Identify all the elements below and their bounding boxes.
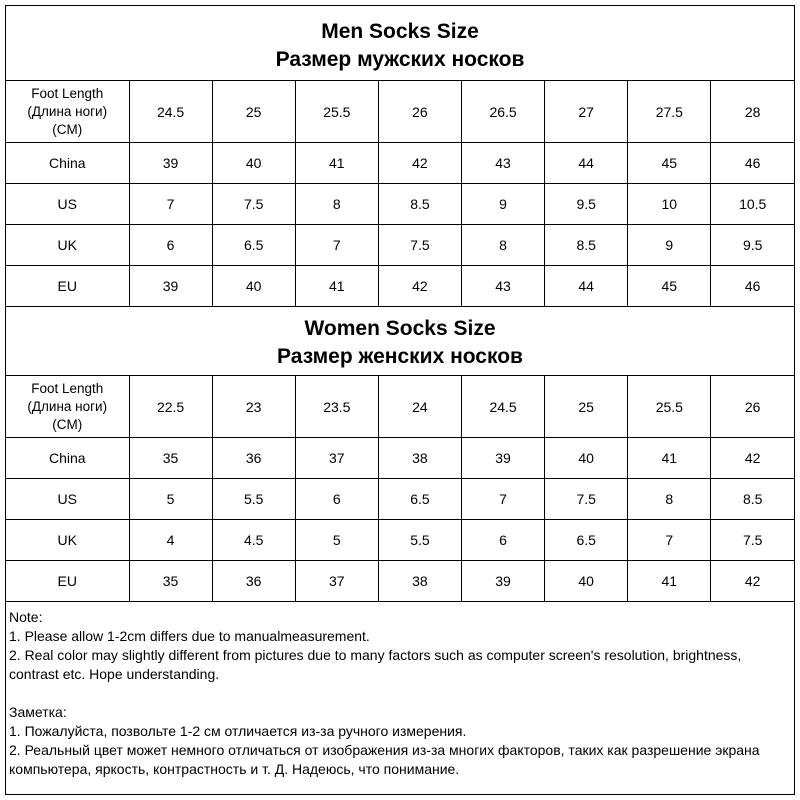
size-cell: 7.5 xyxy=(711,520,794,561)
size-cell: 46 xyxy=(711,143,794,184)
size-cell: 9.5 xyxy=(545,184,628,225)
foot-length-cell: 25 xyxy=(545,376,628,438)
size-cell: 10.5 xyxy=(711,184,794,225)
size-cell: 38 xyxy=(378,561,461,602)
table-row xyxy=(6,438,794,479)
size-cell: 8 xyxy=(462,225,545,266)
size-cell: 8.5 xyxy=(711,479,794,520)
size-cell: 41 xyxy=(628,438,711,479)
size-cell: 10 xyxy=(628,184,711,225)
men-title-en: Men Socks Size xyxy=(321,20,479,43)
women-title-ru: Размер женских носков xyxy=(277,345,523,368)
table-row xyxy=(6,225,794,266)
table-row xyxy=(6,81,794,143)
size-cell: 6.5 xyxy=(378,479,461,520)
size-cell: 45 xyxy=(628,266,711,307)
men-size-table xyxy=(6,81,794,307)
foot-length-cell: 23.5 xyxy=(295,376,378,438)
size-cell: 43 xyxy=(462,266,545,307)
foot-length-cell: 26 xyxy=(378,81,461,143)
row-label: US xyxy=(6,184,129,225)
size-cell: 36 xyxy=(212,438,295,479)
row-label: China xyxy=(6,143,129,184)
table-row xyxy=(6,479,794,520)
men-title-ru: Размер мужских носков xyxy=(275,48,525,71)
foot-length-cell: 24.5 xyxy=(129,81,212,143)
note-en-item-1: 1. Please allow 1-2cm differs due to manualmeasurement. xyxy=(9,628,370,644)
size-cell: 7.5 xyxy=(378,225,461,266)
row-label: EU xyxy=(6,266,129,307)
size-cell: 35 xyxy=(129,561,212,602)
size-cell: 40 xyxy=(212,266,295,307)
size-cell: 9.5 xyxy=(711,225,794,266)
size-cell: 44 xyxy=(545,143,628,184)
row-label: UK xyxy=(6,225,129,266)
row-label: UK xyxy=(6,520,129,561)
foot-length-cell: 26.5 xyxy=(462,81,545,143)
size-cell: 6 xyxy=(462,520,545,561)
size-cell: 39 xyxy=(462,438,545,479)
size-cell: 5.5 xyxy=(212,479,295,520)
notes-section xyxy=(6,602,794,779)
women-title-en: Women Socks Size xyxy=(304,317,496,340)
size-cell: 7.5 xyxy=(545,479,628,520)
size-cell: 4 xyxy=(129,520,212,561)
size-cell: 45 xyxy=(628,143,711,184)
size-cell: 5 xyxy=(129,479,212,520)
size-cell: 46 xyxy=(711,266,794,307)
size-cell: 7 xyxy=(462,479,545,520)
row-label: China xyxy=(6,438,129,479)
note-en-heading: Note: xyxy=(9,609,43,625)
size-cell: 39 xyxy=(129,266,212,307)
size-cell: 5.5 xyxy=(378,520,461,561)
foot-length-cell: 26 xyxy=(711,376,794,438)
table-row xyxy=(6,143,794,184)
note-en-item-2: 2. Real color may slightly different from pictures due to many factors such as computer screen's resolution, brightness, contrast etc. Hope understanding. xyxy=(9,647,742,682)
size-cell: 4.5 xyxy=(212,520,295,561)
table-row xyxy=(6,184,794,225)
foot-length-label-line: (CM) xyxy=(52,121,83,137)
size-cell: 41 xyxy=(628,561,711,602)
foot-length-cell: 24 xyxy=(378,376,461,438)
size-cell: 9 xyxy=(628,225,711,266)
size-cell: 5 xyxy=(295,520,378,561)
foot-length-label-line: Foot Length xyxy=(31,85,104,101)
note-ru-heading: Заметка: xyxy=(9,704,67,720)
note-ru-item-1: 1. Пожалуйста, позвольте 1-2 см отличается из-за ручного измерения. xyxy=(9,723,467,739)
size-cell: 9 xyxy=(462,184,545,225)
table-row xyxy=(6,266,794,307)
foot-length-label-line: (CM) xyxy=(52,416,83,432)
size-cell: 43 xyxy=(462,143,545,184)
row-label: US xyxy=(6,479,129,520)
size-chart xyxy=(5,5,795,795)
foot-length-label xyxy=(6,376,129,438)
size-cell: 6 xyxy=(295,479,378,520)
size-cell: 37 xyxy=(295,561,378,602)
foot-length-cell: 25.5 xyxy=(295,81,378,143)
size-cell: 41 xyxy=(295,143,378,184)
men-title xyxy=(6,6,794,81)
size-cell: 40 xyxy=(545,438,628,479)
foot-length-cell: 27.5 xyxy=(628,81,711,143)
foot-length-cell: 28 xyxy=(711,81,794,143)
size-cell: 6.5 xyxy=(545,520,628,561)
foot-length-cell: 25.5 xyxy=(628,376,711,438)
foot-length-cell: 22.5 xyxy=(129,376,212,438)
size-cell: 37 xyxy=(295,438,378,479)
foot-length-label-line: (Длина ноги) xyxy=(27,398,108,414)
size-cell: 39 xyxy=(462,561,545,602)
size-cell: 44 xyxy=(545,266,628,307)
size-cell: 39 xyxy=(129,143,212,184)
table-row xyxy=(6,376,794,438)
notes-gap xyxy=(9,684,791,703)
size-cell: 7.5 xyxy=(212,184,295,225)
size-cell: 42 xyxy=(711,561,794,602)
note-ru-item-2: 2. Реальный цвет может немного отличаться от изображения из-за многих факторов, таких как разрешение экрана компьютера, яркость, контрастность и т. Д. Надеюсь, что понимание. xyxy=(9,742,760,777)
foot-length-cell: 23 xyxy=(212,376,295,438)
size-cell: 42 xyxy=(378,143,461,184)
size-cell: 40 xyxy=(212,143,295,184)
size-cell: 6 xyxy=(129,225,212,266)
foot-length-cell: 24.5 xyxy=(462,376,545,438)
size-cell: 6.5 xyxy=(212,225,295,266)
size-cell: 7 xyxy=(628,520,711,561)
foot-length-cell: 27 xyxy=(545,81,628,143)
row-label: EU xyxy=(6,561,129,602)
size-cell: 42 xyxy=(378,266,461,307)
table-row xyxy=(6,561,794,602)
size-cell: 40 xyxy=(545,561,628,602)
size-cell: 41 xyxy=(295,266,378,307)
size-cell: 7 xyxy=(129,184,212,225)
size-cell: 42 xyxy=(711,438,794,479)
size-cell: 36 xyxy=(212,561,295,602)
foot-length-label-line: Foot Length xyxy=(31,380,104,396)
size-cell: 7 xyxy=(295,225,378,266)
size-cell: 8.5 xyxy=(545,225,628,266)
size-cell: 8.5 xyxy=(378,184,461,225)
size-cell: 35 xyxy=(129,438,212,479)
size-cell: 8 xyxy=(295,184,378,225)
table-row xyxy=(6,520,794,561)
foot-length-label-line: (Длина ноги) xyxy=(27,103,108,119)
size-cell: 8 xyxy=(628,479,711,520)
women-title xyxy=(6,307,794,376)
women-size-table xyxy=(6,376,794,602)
foot-length-cell: 25 xyxy=(212,81,295,143)
foot-length-label xyxy=(6,81,129,143)
size-cell: 38 xyxy=(378,438,461,479)
